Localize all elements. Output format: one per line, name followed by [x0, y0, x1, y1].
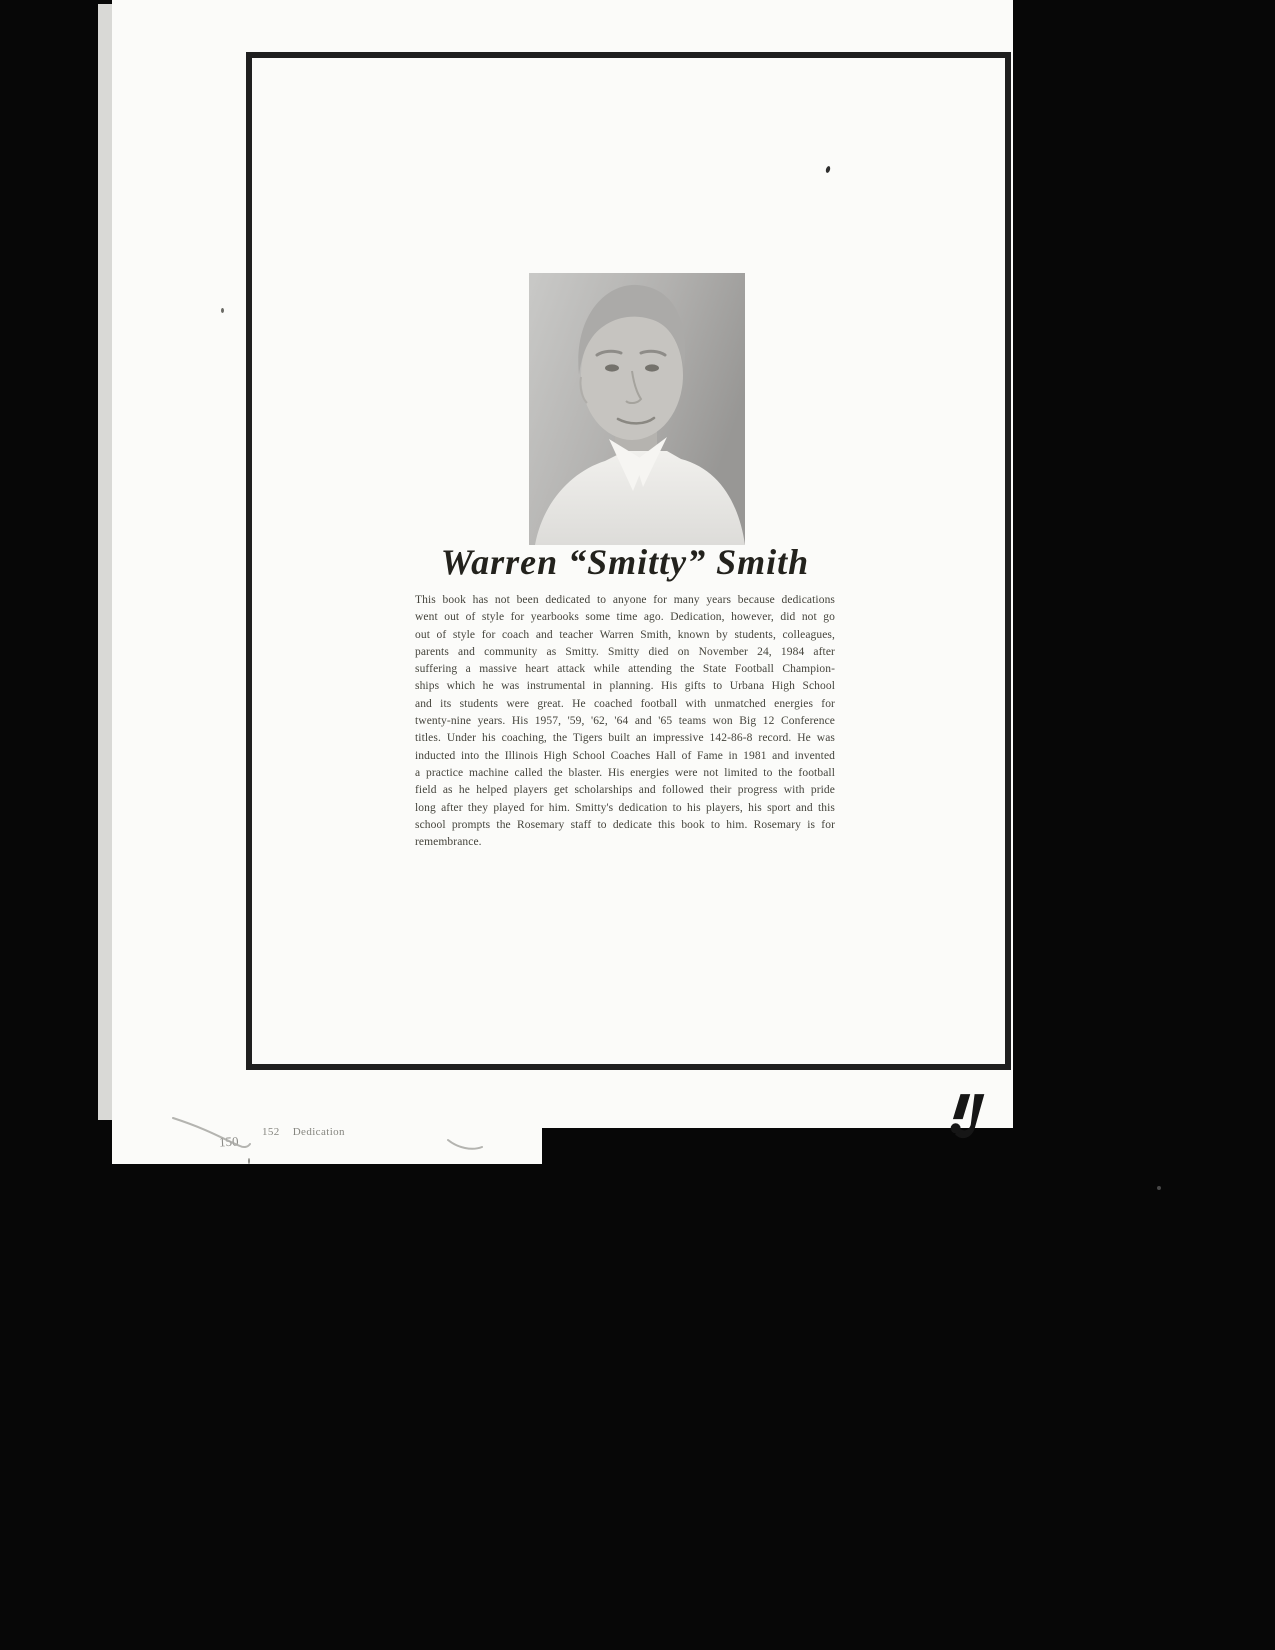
paragraph-line: school prompts the Rosemary staff to dedicate this book to him. Rosemary is for: [415, 818, 835, 831]
scan-speck: [221, 308, 224, 313]
handwritten-page-number: 150: [218, 1133, 239, 1150]
paragraph-line: suffering a massive heart attack while attending the State Football Champion-: [415, 663, 835, 676]
paragraph-line: went out of style for yearbooks some time ago. Dedication, however, did not go: [415, 611, 835, 624]
paragraph-line: This book has not been dedicated to anyone for many years because dedications: [415, 594, 835, 606]
paragraph-line: inducted into the Illinois High School Coaches Hall of Fame in 1981 and invented: [415, 749, 835, 762]
dedication-paragraph: [415, 592, 835, 851]
paragraph-line: field as he helped players get scholarships and followed their progress with pride: [415, 784, 835, 797]
dedication-portrait-photo: [529, 273, 745, 545]
paragraph-line: and its students were great. He coached football with unmatched energies for: [415, 697, 835, 710]
pencil-swoosh-marks: [160, 1108, 500, 1164]
paragraph-line: ships which he was instrumental in planning. His gifts to Urbana High School: [415, 680, 835, 693]
scan-speck: [1157, 1186, 1161, 1190]
page-border-frame: [246, 52, 1011, 1070]
paragraph-line: remembrance.: [415, 836, 482, 849]
portrait-illustration: [529, 273, 745, 545]
paragraph-line: titles. Under his coaching, the Tigers built an impressive 142-86-8 record. He was: [415, 732, 835, 745]
paragraph-line: out of style for coach and teacher Warren Smith, known by students, colleagues,: [415, 628, 835, 641]
paragraph-line: a practice machine called the blaster. His energies were not limited to the football: [415, 766, 835, 779]
paragraph-line: long after they played for him. Smitty's dedication to his players, his sport and this: [415, 801, 835, 814]
printed-page-number: 152: [262, 1126, 280, 1138]
scan-speck: [248, 1158, 250, 1164]
paragraph-line: twenty-nine years. His 1957, '59, '62, '64 and '65 teams won Big 12 Conference: [415, 715, 835, 728]
page-title: Warren “Smitty” Smith: [440, 542, 810, 582]
yearbook-y-mark-icon: [946, 1092, 988, 1144]
section-label: Dedication: [292, 1126, 345, 1138]
paragraph-line: parents and community as Smitty. Smitty died on November 24, 1984 after: [415, 645, 835, 658]
